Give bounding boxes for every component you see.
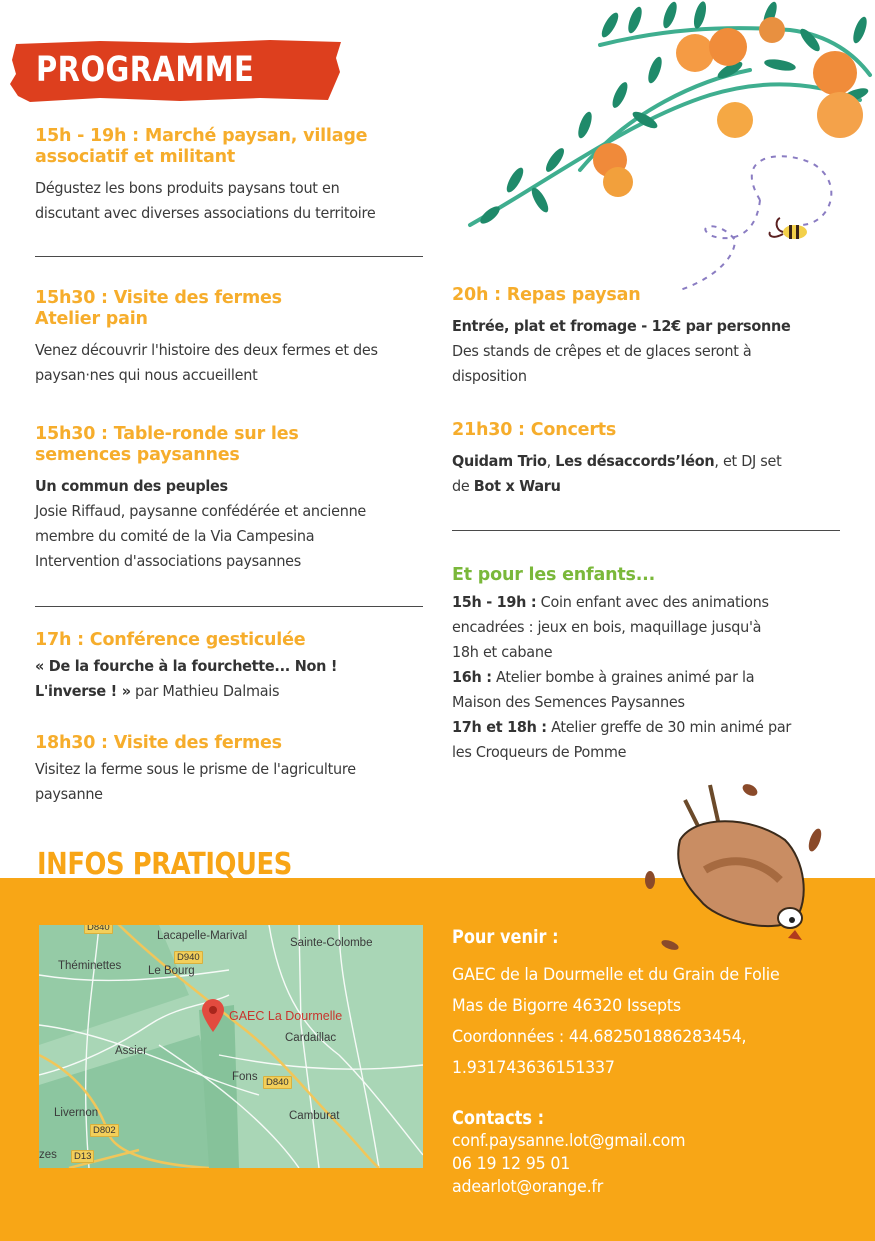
road-badge: D802: [90, 1124, 119, 1137]
map-place-label: Lacapelle-Marival: [157, 930, 248, 942]
event-description: Dégustez les bons produits paysans tout en discutant avec diverses associations du territoire: [35, 179, 376, 222]
map-place-label: Livernon: [54, 1107, 99, 1119]
coordinates: 1.931743636151337: [452, 1058, 615, 1078]
event-description: Quidam Trio, Les désaccords’léon, et DJ set de Bot x Waru: [452, 452, 782, 495]
event-description: « De la fourche à la fourchette... Non ! L'inverse ! » par Mathieu Dalmais: [35, 657, 338, 700]
fruit-branch-illustration: [460, 0, 875, 305]
event-title: 18h30 : Visite des fermes: [35, 733, 282, 753]
coordinates: Coordonnées : 44.682501886283454,: [452, 1027, 747, 1047]
contacts-heading: Contacts :: [452, 1107, 545, 1129]
contact-phone[interactable]: 06 19 12 95 01: [452, 1154, 571, 1174]
event-visite-fermes-1830: [35, 733, 425, 807]
map-place-label: Théminettes: [58, 960, 122, 972]
event-title: 21h30 : Concerts: [452, 420, 617, 440]
section-divider: [35, 256, 423, 257]
event-description: Visitez la ferme sous le prisme de l'agriculture paysanne: [35, 760, 356, 803]
event-title: 15h - 19h : Marché paysan, village associatif et militant: [35, 126, 368, 167]
kids-item: 16h : Atelier bombe à graines animé par la Maison des Semences Paysannes: [452, 668, 755, 711]
bee-icon: [770, 218, 807, 239]
map-place-label: Assier: [115, 1045, 147, 1057]
map-place-label: zes: [39, 1149, 57, 1161]
programme-title: PROGRAMME: [36, 50, 255, 90]
kids-title: Et pour les enfants...: [452, 565, 656, 585]
practical-info: [452, 925, 852, 1199]
event-title: 15h30 : Visite des fermes Atelier pain: [35, 288, 282, 329]
event-description: Un commun des peuples Josie Riffaud, paysanne confédérée et ancienne membre du comité de la Via Campesina Intervention d'associations paysannes: [35, 477, 367, 570]
section-divider: [35, 606, 423, 607]
directions-address: GAEC de la Dourmelle et du Grain de Folie Mas de Bigorre 46320 Issepts Coordonnées : 44.682501886283454, 1.931743636151337: [452, 960, 852, 1084]
infos-title: INFOS PRATIQUES: [37, 847, 292, 882]
kids-item: 15h - 19h : Coin enfant avec des animations encadrées : jeux en bois, maquillage jusqu'à 18h et cabane: [452, 593, 769, 661]
event-description: Venez découvrir l'histoire des deux fermes et des paysan·nes qui nous accueillent: [35, 341, 378, 384]
event-title: 15h30 : Table-ronde sur les semences paysannes: [35, 424, 299, 465]
map-place-label: Fons: [232, 1071, 258, 1083]
contacts-list: [452, 1130, 852, 1199]
map-place-label: Sainte-Colombe: [290, 937, 373, 949]
map-pin-label: GAEC La Dourmelle: [229, 1009, 343, 1023]
map-place-label: Cardaillac: [285, 1032, 337, 1044]
map-place-label: Camburat: [289, 1110, 340, 1122]
event-description: Entrée, plat et fromage - 12€ par personne Des stands de crêpes et de glaces seront à disposition: [452, 317, 791, 385]
road-badge: D13: [71, 1150, 94, 1163]
map-place-label: Le Bourg: [148, 965, 195, 977]
directions-heading: Pour venir :: [452, 926, 559, 948]
event-concerts: [452, 420, 842, 499]
event-table-ronde: [35, 424, 425, 574]
road-badge: D840: [84, 925, 113, 934]
event-marche-paysan: [35, 126, 425, 226]
event-title: 17h : Conférence gesticulée: [35, 630, 306, 650]
contact-email[interactable]: adearlot@orange.fr: [452, 1177, 604, 1197]
location-map[interactable]: [39, 925, 423, 1168]
event-visite-fermes: [35, 288, 425, 388]
event-subtitle: Un commun des peuples: [35, 477, 228, 495]
road-badge: D940: [174, 951, 203, 964]
event-conference: [35, 630, 425, 704]
event-title: 20h : Repas paysan: [452, 285, 641, 305]
kids-item: 17h et 18h : Atelier greffe de 30 min animé par les Croqueurs de Pomme: [452, 718, 792, 761]
map-pin-icon[interactable]: [201, 999, 225, 1033]
section-divider: [452, 530, 840, 531]
programme-banner: [10, 38, 342, 104]
kids-list: [452, 590, 844, 765]
road-badge: D840: [263, 1076, 292, 1089]
kids-section: [452, 565, 842, 765]
contact-email[interactable]: conf.paysanne.lot@gmail.com: [452, 1131, 686, 1151]
